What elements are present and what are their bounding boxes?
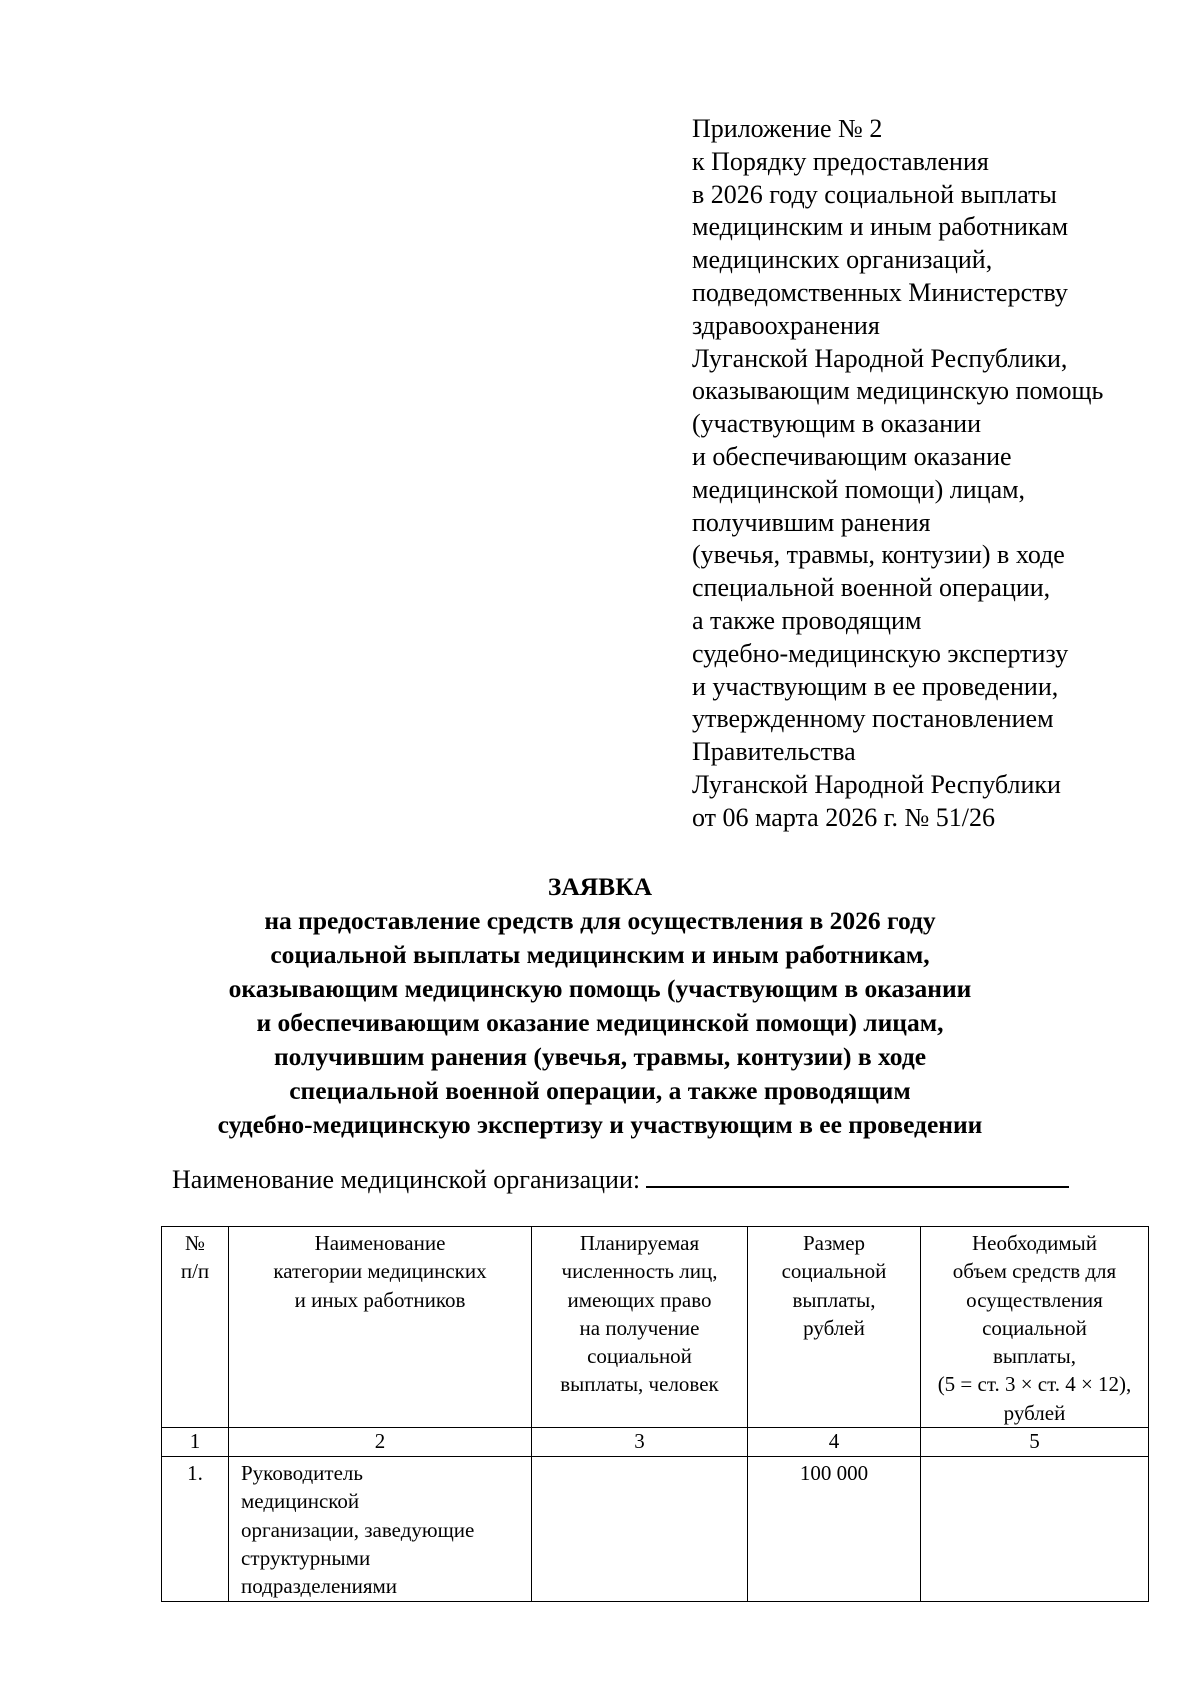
- organization-label: Наименование медицинской организации:: [172, 1165, 641, 1194]
- title-line: на предоставление средств для осуществления в 2026 году: [264, 906, 936, 935]
- organization-field: [172, 1163, 1069, 1197]
- appendix-line: Приложение № 2: [692, 114, 883, 143]
- appendix-line: к Порядку предоставления: [692, 146, 989, 176]
- title-heading: ЗАЯВКА: [547, 872, 653, 901]
- title-line: судебно-медицинскую экспертизу и участвующим в ее проведении: [217, 1110, 983, 1139]
- appendix-line: медицинской помощи) лицам,: [692, 474, 1026, 504]
- appendix-line: получившим ранения: [692, 507, 931, 537]
- document-title: [150, 870, 1050, 1142]
- appendix-line: подведомственных Министерству: [692, 277, 1068, 307]
- appendix-line: и обеспечивающим оказание: [692, 441, 1012, 471]
- header-cell-payment-amount: Размер социальной выплаты, рублей: [748, 1227, 921, 1428]
- appendix-line: Луганской Народной Республики,: [692, 343, 1068, 373]
- title-line: специальной военной операции, а также проводящим: [289, 1076, 911, 1105]
- title-line: социальной выплаты медицинским и иным работникам,: [270, 940, 930, 969]
- appendix-line: медицинских организаций,: [692, 245, 993, 275]
- appendix-line: Правительства: [692, 737, 856, 767]
- title-line: и обеспечивающим оказание медицинской помощи) лицам,: [256, 1008, 944, 1037]
- header-cell-planned-count: Планируемая численность лиц, имеющих право на получение социальной выплаты, человек: [532, 1227, 748, 1428]
- column-number-cell: 2: [229, 1428, 532, 1457]
- appendix-line: судебно-медицинскую экспертизу: [692, 638, 1069, 668]
- column-number-cell: 4: [748, 1428, 921, 1457]
- row-number-cell: 1.: [162, 1457, 229, 1601]
- table-row: [162, 1457, 1149, 1601]
- title-line: оказывающим медицинскую помощь (участвующим в оказании: [228, 974, 972, 1003]
- appendix-line: и участвующим в ее проведении,: [692, 671, 1059, 701]
- column-number-row: [162, 1428, 1149, 1457]
- appendix-line: (участвующим в оказании: [692, 409, 981, 439]
- header-cell-number: № п/п: [162, 1227, 229, 1428]
- appendix-line: медицинским и иным работникам: [692, 212, 1069, 242]
- title-line: получившим ранения (увечья, травмы, контузии) в ходе: [273, 1042, 927, 1071]
- row-required-funds-cell[interactable]: [921, 1457, 1149, 1601]
- appendix-line: оказывающим медицинскую помощь: [692, 376, 1104, 406]
- column-number-cell: 3: [532, 1428, 748, 1457]
- appendix-line: утвержденному постановлением: [692, 704, 1054, 734]
- appendix-line: (увечья, травмы, контузии) в ходе: [692, 540, 1065, 570]
- appendix-line: специальной военной операции,: [692, 573, 1051, 603]
- appendix-line: от 06 марта 2026 г. № 51/26: [692, 802, 995, 832]
- appendix-line: а также проводящим: [692, 605, 922, 635]
- header-cell-category: Наименование категории медицинских и иных работников: [229, 1227, 532, 1428]
- appendix-line: в 2026 году социальной выплаты: [692, 179, 1057, 209]
- table-header-row: [162, 1227, 1149, 1428]
- appendix-line: Луганской Народной Республики: [692, 769, 1061, 799]
- appendix-block: [692, 113, 1172, 835]
- request-table: [161, 1226, 1149, 1602]
- column-number-cell: 5: [921, 1428, 1149, 1457]
- row-category-cell: Руководитель медицинской организации, заведующие структурными подразделениями: [229, 1457, 532, 1601]
- column-number-cell: 1: [162, 1428, 229, 1457]
- appendix-line: здравоохранения: [692, 310, 880, 340]
- organization-blank-line[interactable]: [646, 1164, 1069, 1188]
- row-payment-amount-cell: 100 000: [748, 1457, 921, 1601]
- header-cell-required-funds: Необходимый объем средств для осуществления социальной выплаты, (5 = ст. 3 × ст. 4 × 12), рублей: [921, 1227, 1149, 1428]
- row-planned-count-cell[interactable]: [532, 1457, 748, 1601]
